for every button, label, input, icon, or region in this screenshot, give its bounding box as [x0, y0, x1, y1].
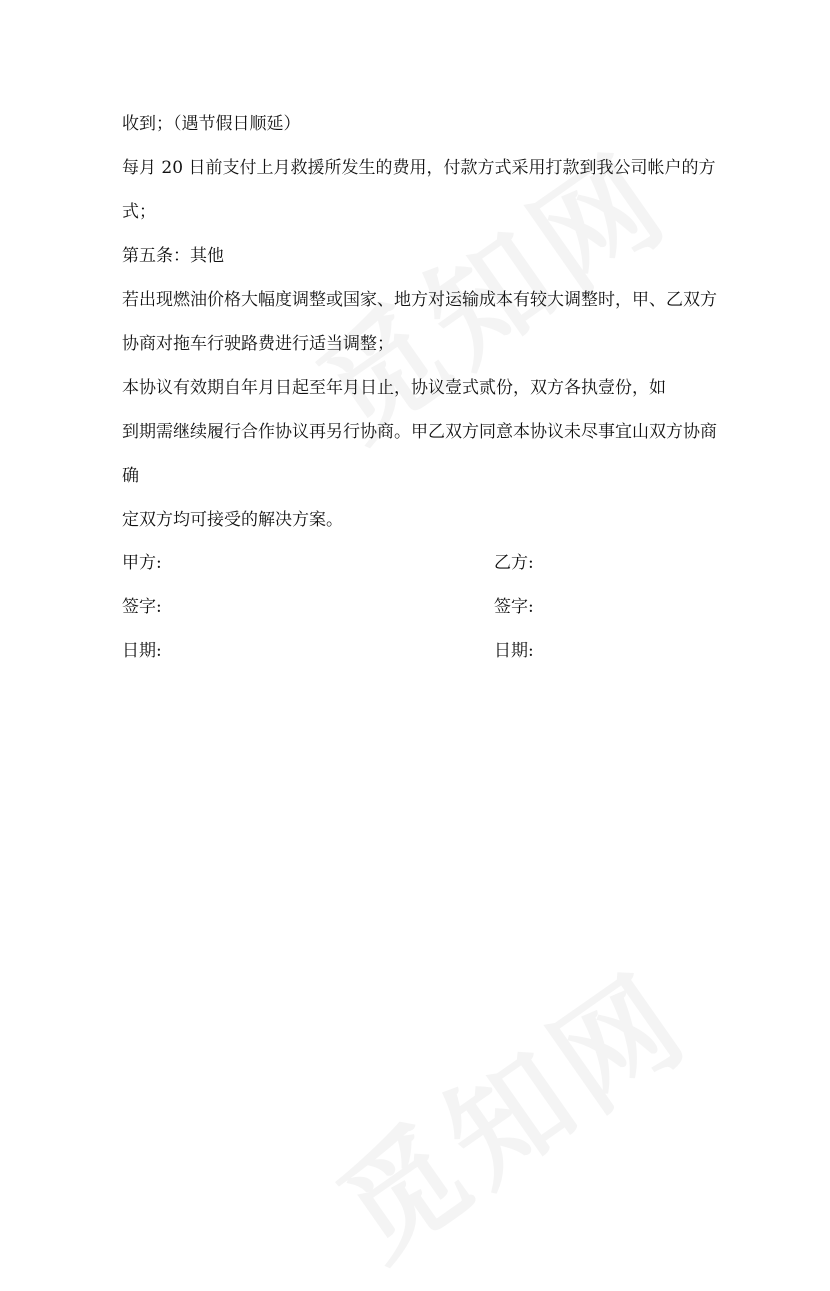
text-line: 到期需继续履行合作协议再另行协商。甲乙双方同意本协议未尽事宜山双方协商 — [122, 422, 717, 442]
party-a-label: 甲方: — [122, 553, 162, 573]
text-line: 确 — [122, 466, 139, 486]
text-line: 若出现燃油价格大幅度调整或国家、地方对运输成本有较大调整时，甲、乙双方 — [122, 290, 717, 310]
party-b-label: 乙方: — [494, 553, 534, 573]
text-line: 每月 20 日前支付上月救援所发生的费用，付款方式采用打款到我公司帐户的方 — [122, 158, 716, 178]
text-line: 式； — [122, 202, 156, 222]
signature-a-label: 签字: — [122, 597, 162, 617]
text-line: 收到；（遇节假日顺延） — [122, 114, 301, 134]
text-line: 定双方均可接受的解决方案。 — [122, 510, 343, 530]
date-a-label: 日期: — [122, 641, 162, 661]
date-b-label: 日期: — [494, 641, 534, 661]
section-heading: 第五条：其他 — [122, 246, 224, 266]
signature-b-label: 签字: — [494, 597, 534, 617]
text-line: 协商对拖车行驶路费进行适当调整； — [122, 334, 394, 354]
text-line: 本协议有效期自年月日起至年月日止，协议壹式贰份，双方各执壹份，如 — [122, 378, 666, 398]
watermark — [300, 926, 718, 1291]
